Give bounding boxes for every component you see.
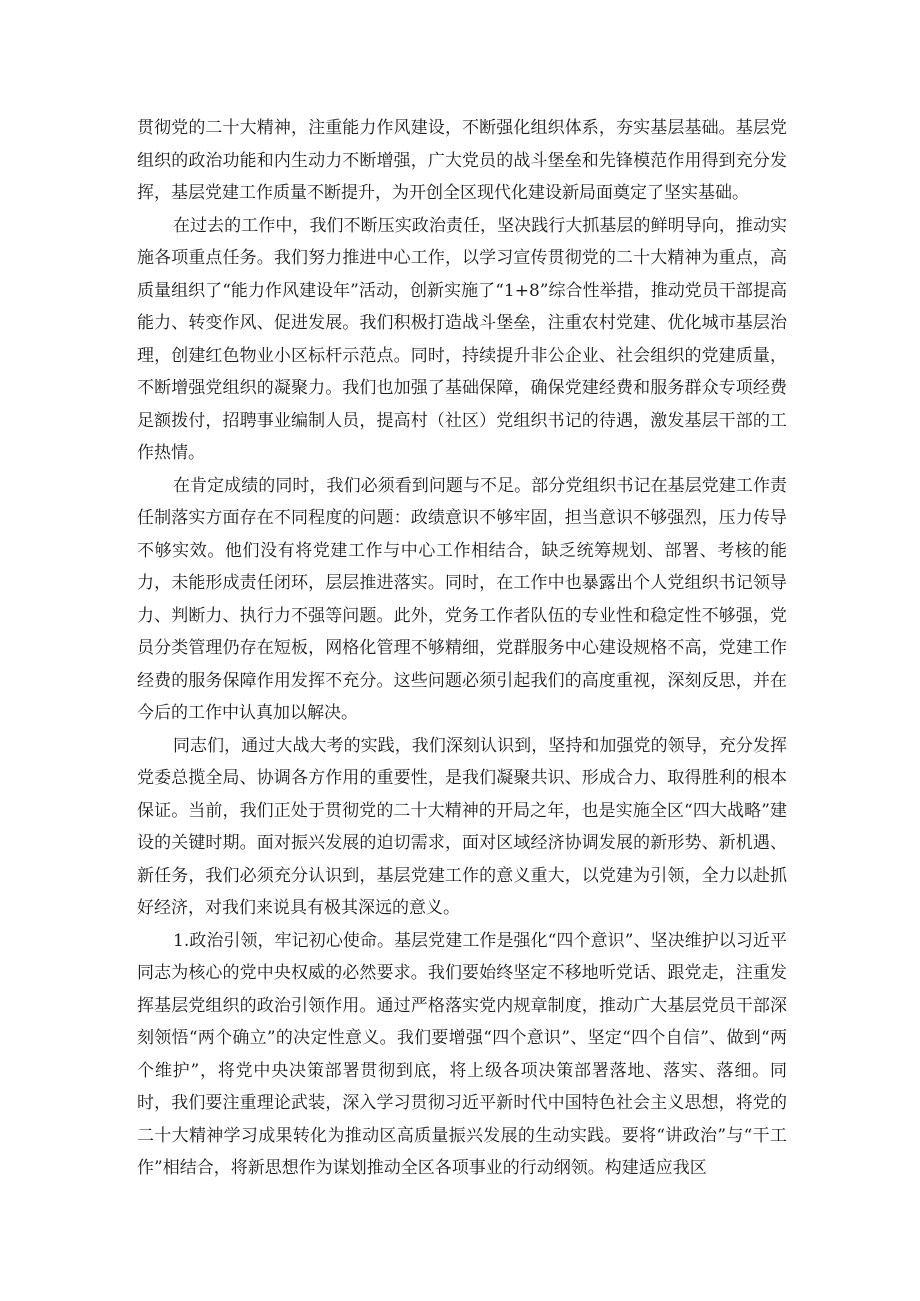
document-body [137,112,787,1185]
paragraph-continued: 贯彻党的二十大精神，注重能力作风建设，不断强化组织体系，夯实基层基础。基层党组织的政治功能和内生动力不断增强，广大党员的战斗堡垒和先锋模范作用得到充分发挥，基层党建工作质量不断提升，为开创全区现代化建设新局面奠定了坚实基础。 [137,118,787,203]
paragraph-past-work: 在过去的工作中，我们不断压实政治责任，坚决践行大抓基层的鲜明导向，推动实施各项重点任务。我们努力推进中心工作，以学习宣传贯彻党的二十大精神为重点，高质量组织了“能力作风建设年”活动，创新实施了“1+8”综合性举措，推动党员干部提高能力、转变作风、促进发展。我们积极打造战斗堡垒，注重农村党建、优化城市基层治理，创建红色物业小区标杆示范点。同时，持续提升非公企业、社会组织的党建质量，不断增强党组织的凝聚力。我们也加强了基础保障，确保党建经费和服务群众专项经费足额拨付，招聘事业编制人员，提高村（社区）党组织书记的待遇，激发基层干部的工作热情。 [137,215,787,463]
paragraph-political-guidance: 1.政治引领，牢记初心使命。基层党建工作是强化“四个意识”、坚决维护以习近平同志为核心的党中央权威的必然要求。我们要始终坚定不移地听党话、跟党走，注重发挥基层党组织的政治引领作用。通过严格落实党内规章制度，推动广大基层党员干部深刻领悟“两个确立”的决定性意义。我们要增强“四个意识”、坚定“四个自信”、做到“两个维护”，将党中央决策部署贯彻到底，将上级各项决策部署落地、落实、落细。同时，我们要注重理论武装，深入学习贯彻习近平新时代中国特色社会主义思想，将党的二十大精神学习成果转化为推动区高质量振兴发展的生动实践。要将“讲政治”与“干工作”相结合，将新思想作为谋划推动全区各项事业的行动纲领。构建适应我区 [137,930,787,1178]
paragraph-significance: 同志们，通过大战大考的实践，我们深刻认识到，坚持和加强党的领导，充分发挥党委总揽全局、协调各方作用的重要性，是我们凝聚共识、形成合力、取得胜利的根本保证。当前，我们正处于贯彻党的二十大精神的开局之年，也是实施全区“四大战略”建设的关键时期。面对振兴发展的迫切需求，面对区域经济协调发展的新形势、新机遇、新任务，我们必须充分认识到，基层党建工作的意义重大，以党建为引领，全力以赴抓好经济，对我们来说具有极其深远的意义。 [137,735,787,918]
paragraph-problems: 在肯定成绩的同时，我们必须看到问题与不足。部分党组织书记在基层党建工作责任制落实方面存在不同程度的问题：政绩意识不够牢固，担当意识不够强烈，压力传导不够实效。他们没有将党建工作与中心工作相结合，缺乏统筹规划、部署、考核的能力，未能形成责任闭环，层层推进落实。同时，在工作中也暴露出个人党组织书记领导力、判断力、执行力不强等问题。此外，党务工作者队伍的专业性和稳定性不够强，党员分类管理仍存在短板，网格化管理不够精细，党群服务中心建设规格不高，党建工作经费的服务保障作用发挥不充分。这些问题必须引起我们的高度重视，深刻反思，并在今后的工作中认真加以解决。 [137,475,787,723]
